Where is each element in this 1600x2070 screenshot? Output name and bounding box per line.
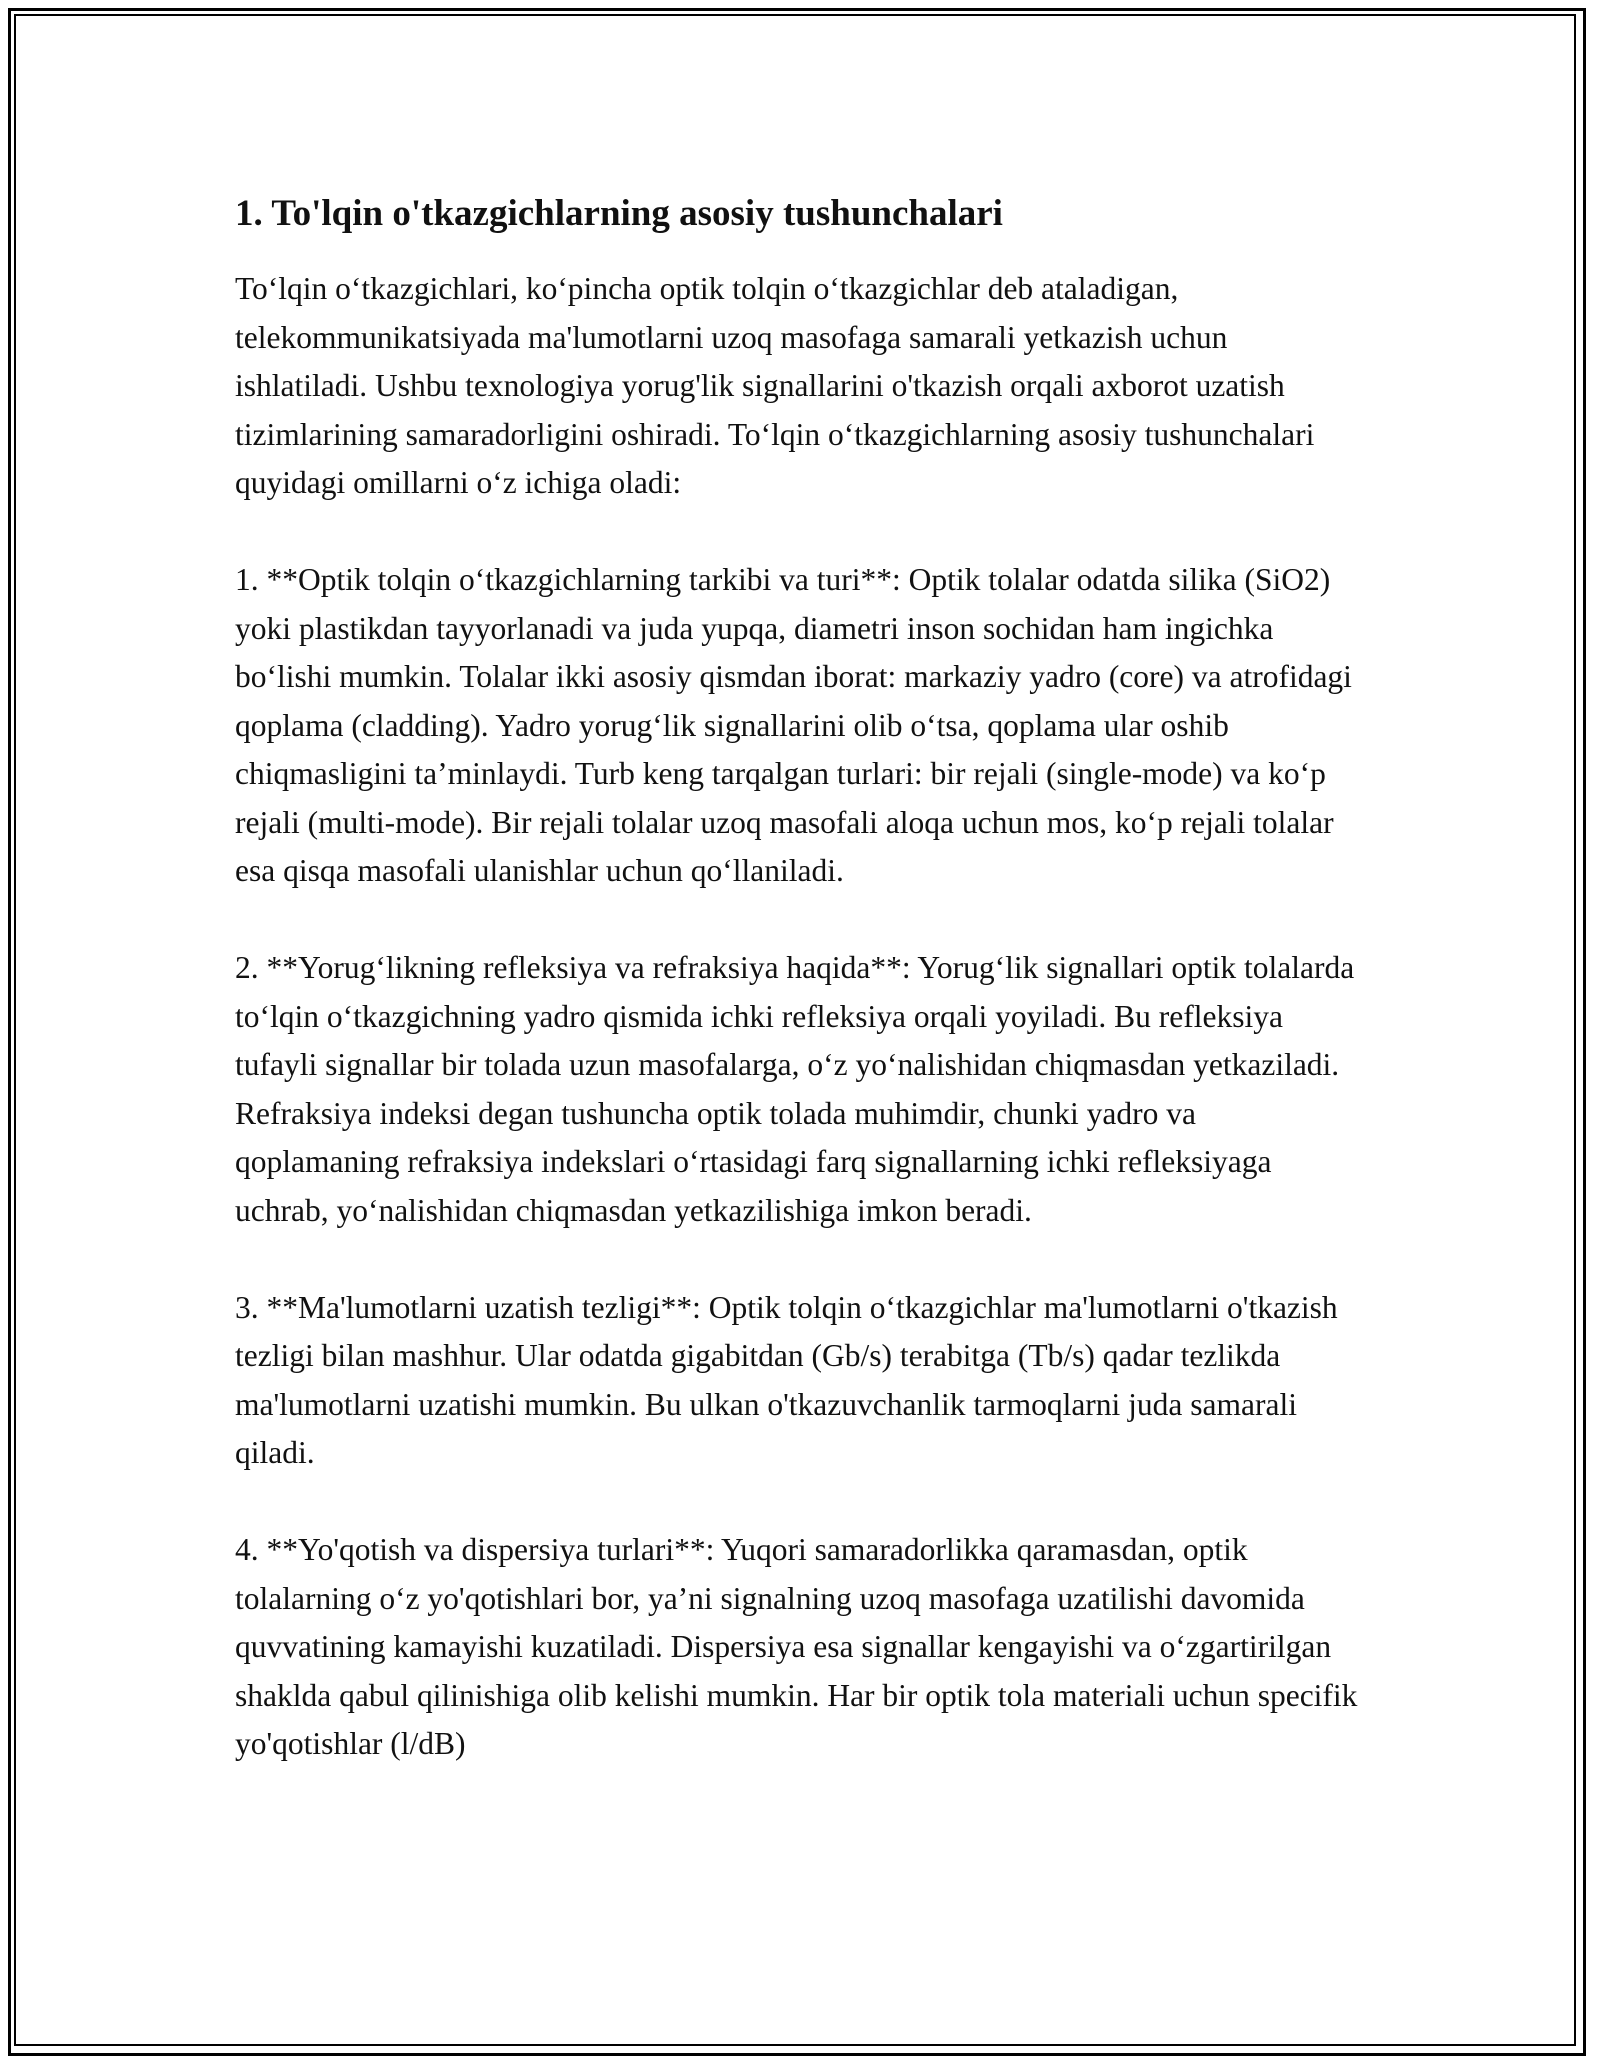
- paragraph-item-4: 4. **Yo'qotish va dispersiya turlari**: Yuqori samaradorlikka qaramasdan, optik tolalarning o‘z yo'qotishlari bor, ya’ni signalning uzoq masofaga uzatilishi davomida quvvatining kamayishi kuzatiladi. Dispersiya esa signallar kengayishi va o‘zgartirilgan shaklda qabul qilinishiga olib kelishi mumkin. Har bir optik tola materiali uchun specifik yo'qotishlar (l/dB): [235, 1532, 1358, 1761]
- section-heading: 1. To'lqin o'tkazgichlarning asosiy tushunchalari: [235, 193, 1003, 234]
- intro-paragraph: To‘lqin o‘tkazgichlari, ko‘pincha optik tolqin o‘tkazgichlar deb ataladigan, telekommunikatsiyada ma'lumotlarni uzoq masofaga samarali yetkazish uchun ishlatiladi. Ushbu texnologiya yorug'lik signallarini o'tkazish orqali axborot uzatish tizimlarining samaradorligini oshiradi. To‘lqin o‘tkazgichlarning asosiy tushunchalari quyidagi omillarni o‘z ichiga oladi:: [235, 271, 1315, 500]
- paragraph-item-1: 1. **Optik tolqin o‘tkazgichlarning tarkibi va turi**: Optik tolalar odatda silika (SiO2) yoki plastikdan tayyorlanadi va juda yupqa, diametri inson sochidan ham ingichka bo‘lishi mumkin. Tolalar ikki asosiy qismdan iborat: markaziy yadro (core) va atrofidagi qoplama (cladding). Yadro yorug‘lik signallarini olib o‘tsa, qoplama ular oshib chiqmasligini ta’minlaydi. Turb keng tarqalgan turlari: bir rejali (single-mode) va ko‘p rejali (multi-mode). Bir rejali tolalar uzoq masofali aloqa uchun mos, ko‘p rejali tolalar esa qisqa masofali ulanishlar uchun qo‘llaniladi.: [235, 562, 1352, 888]
- paragraph-item-3: 3. **Ma'lumotlarni uzatish tezligi**: Optik tolqin o‘tkazgichlar ma'lumotlarni o'tkazish tezligi bilan mashhur. Ular odatda gigabitdan (Gb/s) terabitga (Tb/s) qadar tezlikda ma'lumotlarni uzatishi mumkin. Bu ulkan o'tkazuvchanlik tarmoqlarni juda samarali qiladi.: [235, 1289, 1338, 1470]
- paragraph-item-2: 2. **Yorug‘likning refleksiya va refraksiya haqida**: Yorug‘lik signallari optik tolalarda to‘lqin o‘tkazgichning yadro qismida ichki refleksiya orqali yoyiladi. Bu refleksiya tufayli signallar bir tolada uzun masofalarga, o‘z yo‘nalishidan chiqmasdan yetkaziladi. Refraksiya indeksi degan tushuncha optik tolada muhimdir, chunki yadro va qoplamaning refraksiya indekslari o‘rtasidagi farq signallarning ichki refleksiyaga uchrab, yo‘nalishidan chiqmasdan yetkazilishiga imkon beradi.: [235, 950, 1355, 1228]
- document-body: [235, 185, 1365, 1817]
